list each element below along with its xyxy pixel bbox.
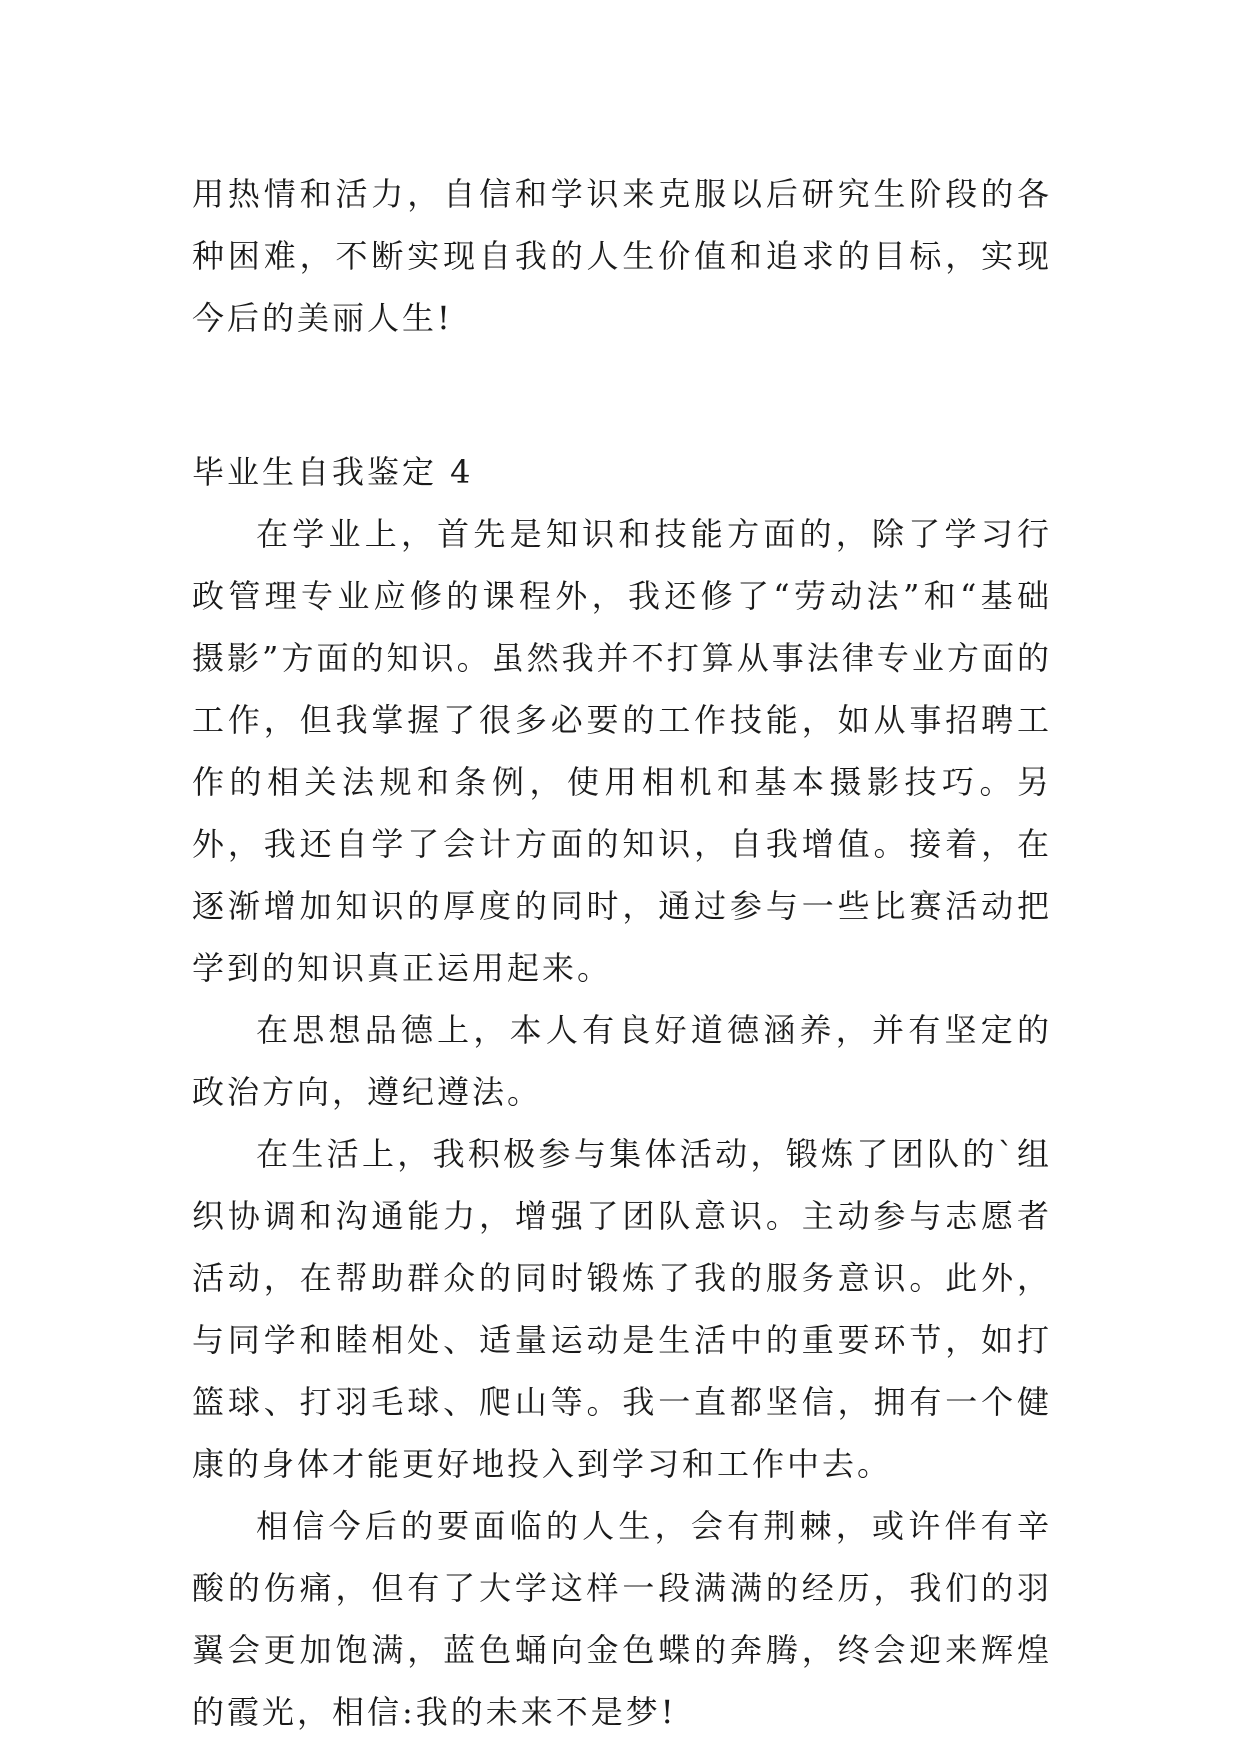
intro-paragraph: 用热情和活力，自信和学识来克服以后研究生阶段的各种困难，不断实现自我的人生价值和追求的目标，实现今后的美丽人生! (192, 175, 1052, 337)
paragraph-future: 相信今后的要面临的人生，会有荆棘，或许伴有辛酸的伤痛，但有了大学这样一段满满的经历，我们的羽翼会更加饱满，蓝色蛹向金色蝶的奔腾，终会迎来辉煌的霞光，相信:我的未来不是梦! (192, 1507, 1052, 1731)
paragraph-morality: 在思想品德上，本人有良好道德涵养，并有坚定的政治方向，遵纪遵法。 (192, 1011, 1052, 1111)
document-body (192, 163, 1052, 1743)
section-title: 毕业生自我鉴定 4 (192, 453, 474, 491)
section-spacer (192, 349, 1052, 441)
paragraph-life: 在生活上，我积极参与集体活动，锻炼了团队的`组织协调和沟通能力，增强了团队意识。主动参与志愿者活动，在帮助群众的同时锻炼了我的服务意识。此外，与同学和睦相处、适量运动是生活中的重要环节，如打篮球、打羽毛球、爬山等。我一直都坚信，拥有一个健康的身体才能更好地投入到学习和工作中去。 (192, 1135, 1052, 1483)
paragraph-academics: 在学业上，首先是知识和技能方面的，除了学习行政管理专业应修的课程外，我还修了“劳动法”和“基础摄影”方面的知识。虽然我并不打算从事法律专业方面的工作，但我掌握了很多必要的工作技能，如从事招聘工作的相关法规和条例，使用相机和基本摄影技巧。另外，我还自学了会计方面的知识，自我增值。接着，在逐渐增加知识的厚度的同时，通过参与一些比赛活动把学到的知识真正运用起来。 (192, 515, 1052, 987)
